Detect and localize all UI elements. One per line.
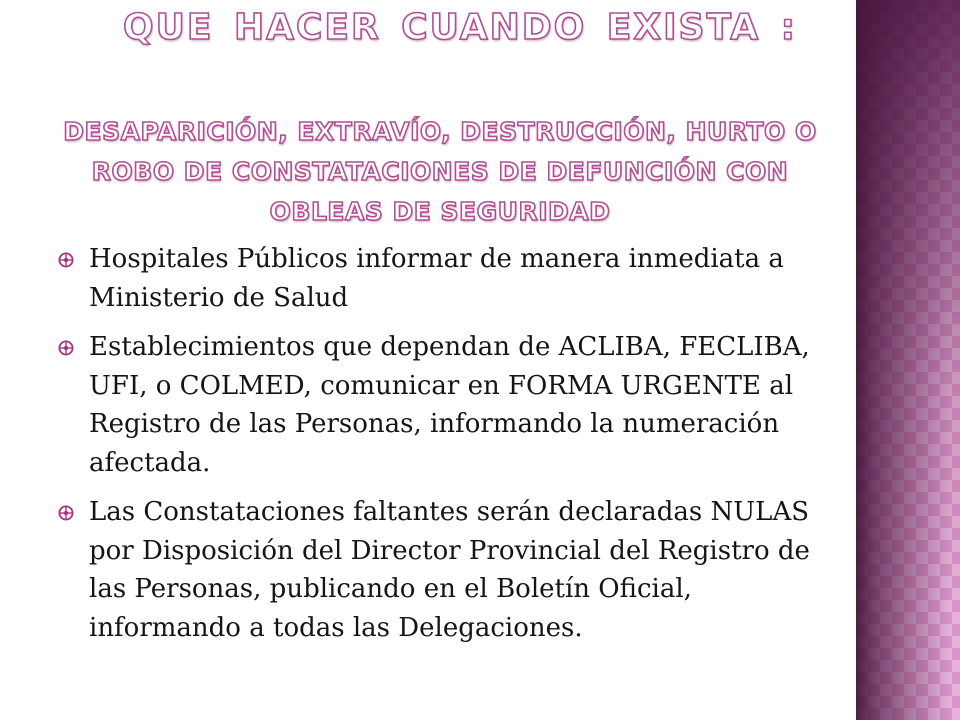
slide-subtitle: DESAPARICIÓN, EXTRAVÍO, DESTRUCCIÓN, HURTO O ROBO DE CONSTATACIONES DE DEFUNCIÓN CON OBLEAS DE SEGURIDAD: [63, 117, 817, 226]
bullet-item: [58, 240, 838, 317]
bullet-item: [58, 493, 838, 647]
bullet-item: [58, 328, 838, 482]
target-bullet-icon: [58, 505, 74, 521]
bullet-list: [58, 240, 838, 658]
decorative-side-panel: [856, 0, 960, 720]
bullet-text: Hospitales Públicos informar de manera inmediata a Ministerio de Salud: [89, 244, 784, 313]
bullet-text: Las Constataciones faltantes serán declaradas NULAS por Disposición del Director Provincial del Registro de las Personas, publicando en el Boletín Oficial, informando a todas las Delegaciones.: [89, 497, 810, 643]
bullet-text: Establecimientos que dependan de ACLIBA, FECLIBA, UFI, o COLMED, comunicar en FORMA URGENTE al Registro de las Personas, informando la numeración afectada.: [89, 332, 810, 478]
target-bullet-icon: [58, 340, 74, 356]
slide-title: QUE HACER CUANDO EXISTA :: [123, 7, 797, 48]
target-bullet-icon: [58, 252, 74, 268]
